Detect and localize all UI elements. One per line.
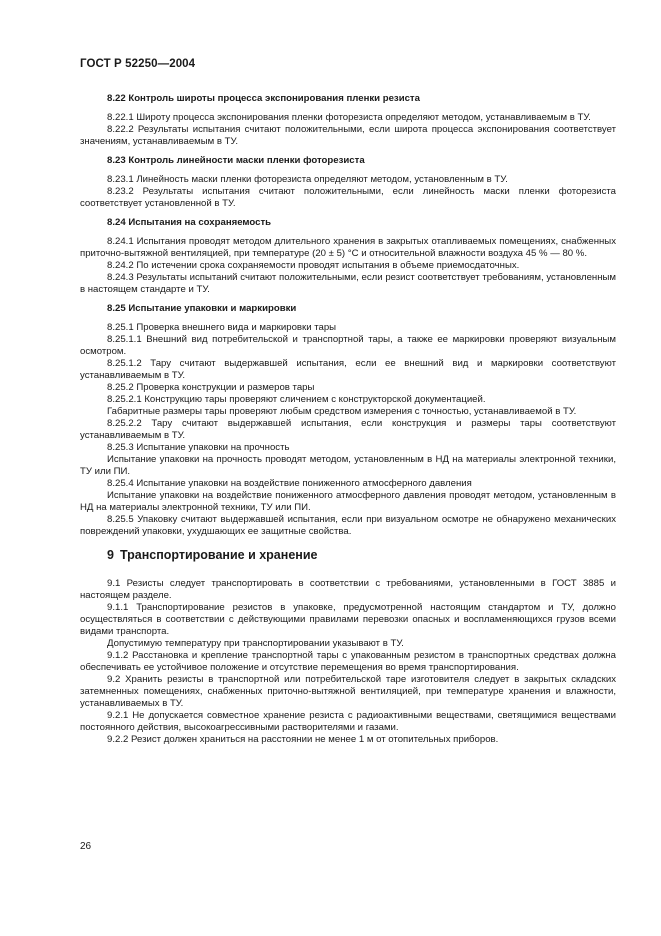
paragraph: Допустимую температуру при транспортировании указывают в ТУ. <box>107 638 404 649</box>
paragraph: 9.1.2 Расстановка и крепление транспортной тары с упакованным резистом в транспортных средствах должна обеспечивать ее устойчивое положение и отсутствие перемещения во время транспортирования. <box>80 650 616 673</box>
paragraph: 8.23.2 Результаты испытания считают положительными, если линейность маски пленки фоторезиста соответствует установленной в ТУ. <box>80 186 616 209</box>
paragraph: 9.2.2 Резист должен храниться на расстоянии не менее 1 м от отопительных приборов. <box>107 734 499 745</box>
paragraph: 9.1 Резисты следует транспортировать в соответствии с требованиями, установленными в ГОСТ 3885 и настоящем разделе. <box>80 578 616 601</box>
page-number: 26 <box>80 841 92 852</box>
document-body <box>80 93 616 746</box>
section-number: 9 <box>107 548 114 562</box>
subsection-heading: 8.23 Контроль линейности маски пленки фоторезиста <box>107 155 365 166</box>
paragraph: Испытание упаковки на прочность проводят методом, установленным в НД на материалы электронной техники, ТУ или ПИ. <box>80 454 616 477</box>
paragraph: 8.24.2 По истечении срока сохраняемости проводят испытания в объеме приемосдаточных. <box>107 260 520 271</box>
document-header: ГОСТ Р 52250—2004 <box>80 58 196 70</box>
paragraph: 8.23.1 Линейность маски пленки фоторезиста определяют методом, установленным в ТУ. <box>107 174 508 185</box>
paragraph: 8.25.5 Упаковку считают выдержавшей испытания, если при визуальном осмотре не обнаружено механических повреждений упаковки, ухудшающих ее защитные свойства. <box>80 514 616 537</box>
paragraph: 9.1.1 Транспортирование резистов в упаковке, предусмотренной настоящим стандартом и ТУ, должно осуществляться в соответствии с действующими правилами перевозки опасных и воспламеняющихся грузов всеми видами транспорта. <box>80 602 616 637</box>
paragraph: 9.2.1 Не допускается совместное хранение резиста с радиоактивными веществами, светящимися веществами постоянного действия, высокоагрессивными растворителями и газами. <box>80 710 616 733</box>
paragraph: 8.25.1.1 Внешний вид потребительской и транспортной тары, а также ее маркировки проверяют визуальным осмотром. <box>80 334 616 357</box>
subsection-heading: 8.24 Испытания на сохраняемость <box>107 217 272 228</box>
paragraph: 9.2 Хранить резисты в транспортной или потребительской таре изготовителя следует в закрытых складских затемненных помещениях, снабженных приточно-вытяжной вентиляцией, при температуре хранения и влажности, устанавливаемых в ТУ. <box>80 674 616 709</box>
paragraph: 8.22.1 Широту процесса экспонирования пленки фоторезиста определяют методом, устанавливаемым в ТУ. <box>107 112 591 123</box>
paragraph: 8.25.2.1 Конструкцию тары проверяют сличением с конструкторской документацией. <box>107 394 486 405</box>
subsection-heading: 8.22 Контроль широты процесса экспонирования пленки резиста <box>107 93 420 104</box>
paragraph: 8.25.1 Проверка внешнего вида и маркировки тары <box>107 322 337 333</box>
paragraph: 8.25.3 Испытание упаковки на прочность <box>107 442 290 453</box>
paragraph: Испытание упаковки на воздействие пониженного атмосферного давления проводят методом, установленным в НД на материалы электронной техники, ТУ или ПИ. <box>80 490 616 513</box>
paragraph: 8.25.2 Проверка конструкции и размеров тары <box>107 382 315 393</box>
paragraph: 8.25.4 Испытание упаковки на воздействие пониженного атмосферного давления <box>107 478 472 489</box>
paragraph: 8.25.1.2 Тару считают выдержавшей испытания, если ее внешний вид и маркировки соответствуют устанавливаемым в ТУ. <box>80 358 616 381</box>
paragraph: 8.24.3 Результаты испытаний считают положительными, если резист соответствует требованиям, установленным в настоящем стандарте и ТУ. <box>80 272 616 295</box>
paragraph: 8.24.1 Испытания проводят методом длительного хранения в закрытых отапливаемых помещениях, снабженных приточно-вытяжной вентиляцией, при температуре (20 ± 5) °С и относительной влажности воздуха 45 % — 80 %. <box>80 236 616 259</box>
section-title: Транспортирование и хранение <box>119 548 318 562</box>
paragraph: Габаритные размеры тары проверяют любым средством измерения с точностью, устанавливаемой в ТУ. <box>107 406 577 417</box>
subsection-heading: 8.25 Испытание упаковки и маркировки <box>107 303 297 314</box>
section-heading <box>107 548 616 563</box>
paragraph: 8.25.2.2 Тару считают выдержавшей испытания, если конструкция и размеры тары соответствуют устанавливаемым в ТУ. <box>80 418 616 441</box>
paragraph: 8.22.2 Результаты испытания считают положительными, если широта процесса экспонирования соответствует значениям, устанавливаемым в ТУ. <box>80 124 616 147</box>
